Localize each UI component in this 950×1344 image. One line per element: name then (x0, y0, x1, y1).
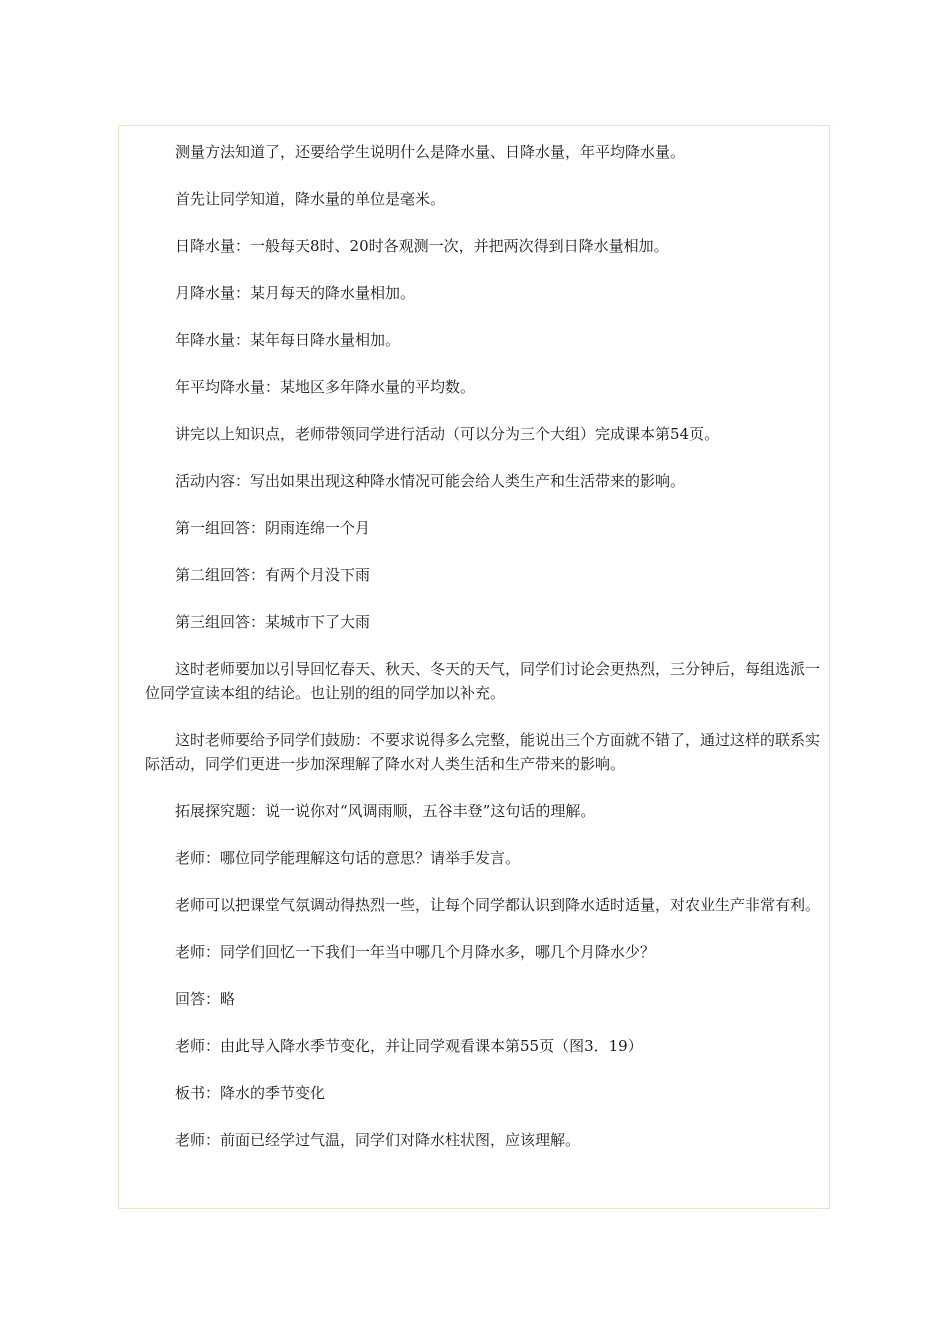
paragraph: 第三组回答：某城市下了大雨 (175, 613, 371, 631)
paragraph: 这时老师要加以引导回忆春天、秋天、冬天的天气，同学们讨论会更热烈，三分钟后，每组选派一位同学宣读本组的结论。也让别的组的同学加以补充。 (145, 660, 821, 702)
paragraph: 老师：同学们回忆一下我们一年当中哪几个月降水多，哪几个月降水少？ (175, 943, 656, 961)
paragraph: 年降水量：某年每日降水量相加。 (175, 331, 401, 349)
paragraph: 首先让同学知道，降水量的单位是毫米。 (175, 190, 446, 208)
paragraph: 拓展探究题：说一说你对“风调雨顺，五谷丰登”这句话的理解。 (175, 802, 596, 820)
paragraph: 第一组回答：阴雨连绵一个月 (175, 519, 371, 537)
paragraph: 老师：前面已经学过气温，同学们对降水柱状图，应该理解。 (175, 1131, 581, 1149)
paragraph: 第二组回答：有两个月没下雨 (175, 566, 371, 584)
paragraph: 回答：略 (175, 990, 236, 1008)
paragraph: 讲完以上知识点，老师带领同学进行活动（可以分为三个大组）完成课本第54页。 (175, 425, 720, 443)
paragraph: 年平均降水量：某地区多年降水量的平均数。 (175, 378, 476, 396)
paragraph: 活动内容：写出如果出现这种降水情况可能会给人类生产和生活带来的影响。 (175, 472, 686, 490)
document-body (145, 140, 825, 1152)
paragraph: 板书：降水的季节变化 (175, 1084, 326, 1102)
paragraph: 测量方法知道了，还要给学生说明什么是降水量、日降水量，年平均降水量。 (175, 143, 686, 161)
paragraph: 老师可以把课堂气氛调动得热烈一些，让每个同学都认识到降水适时适量，对农业生产非常有利。 (175, 896, 821, 914)
paragraph: 老师：由此导入降水季节变化，并让同学观看课本第55页（图3．19） (175, 1037, 643, 1055)
paragraph: 日降水量：一般每天8时、20时各观测一次，并把两次得到日降水量相加。 (175, 237, 669, 255)
paragraph: 这时老师要给予同学们鼓励：不要求说得多么完整，能说出三个方面就不错了，通过这样的联系实际活动，同学们更进一步加深理解了降水对人类生活和生产带来的影响。 (145, 731, 821, 773)
paragraph: 老师：哪位同学能理解这句话的意思？请举手发言。 (175, 849, 521, 867)
paragraph: 月降水量：某月每天的降水量相加。 (175, 284, 416, 302)
